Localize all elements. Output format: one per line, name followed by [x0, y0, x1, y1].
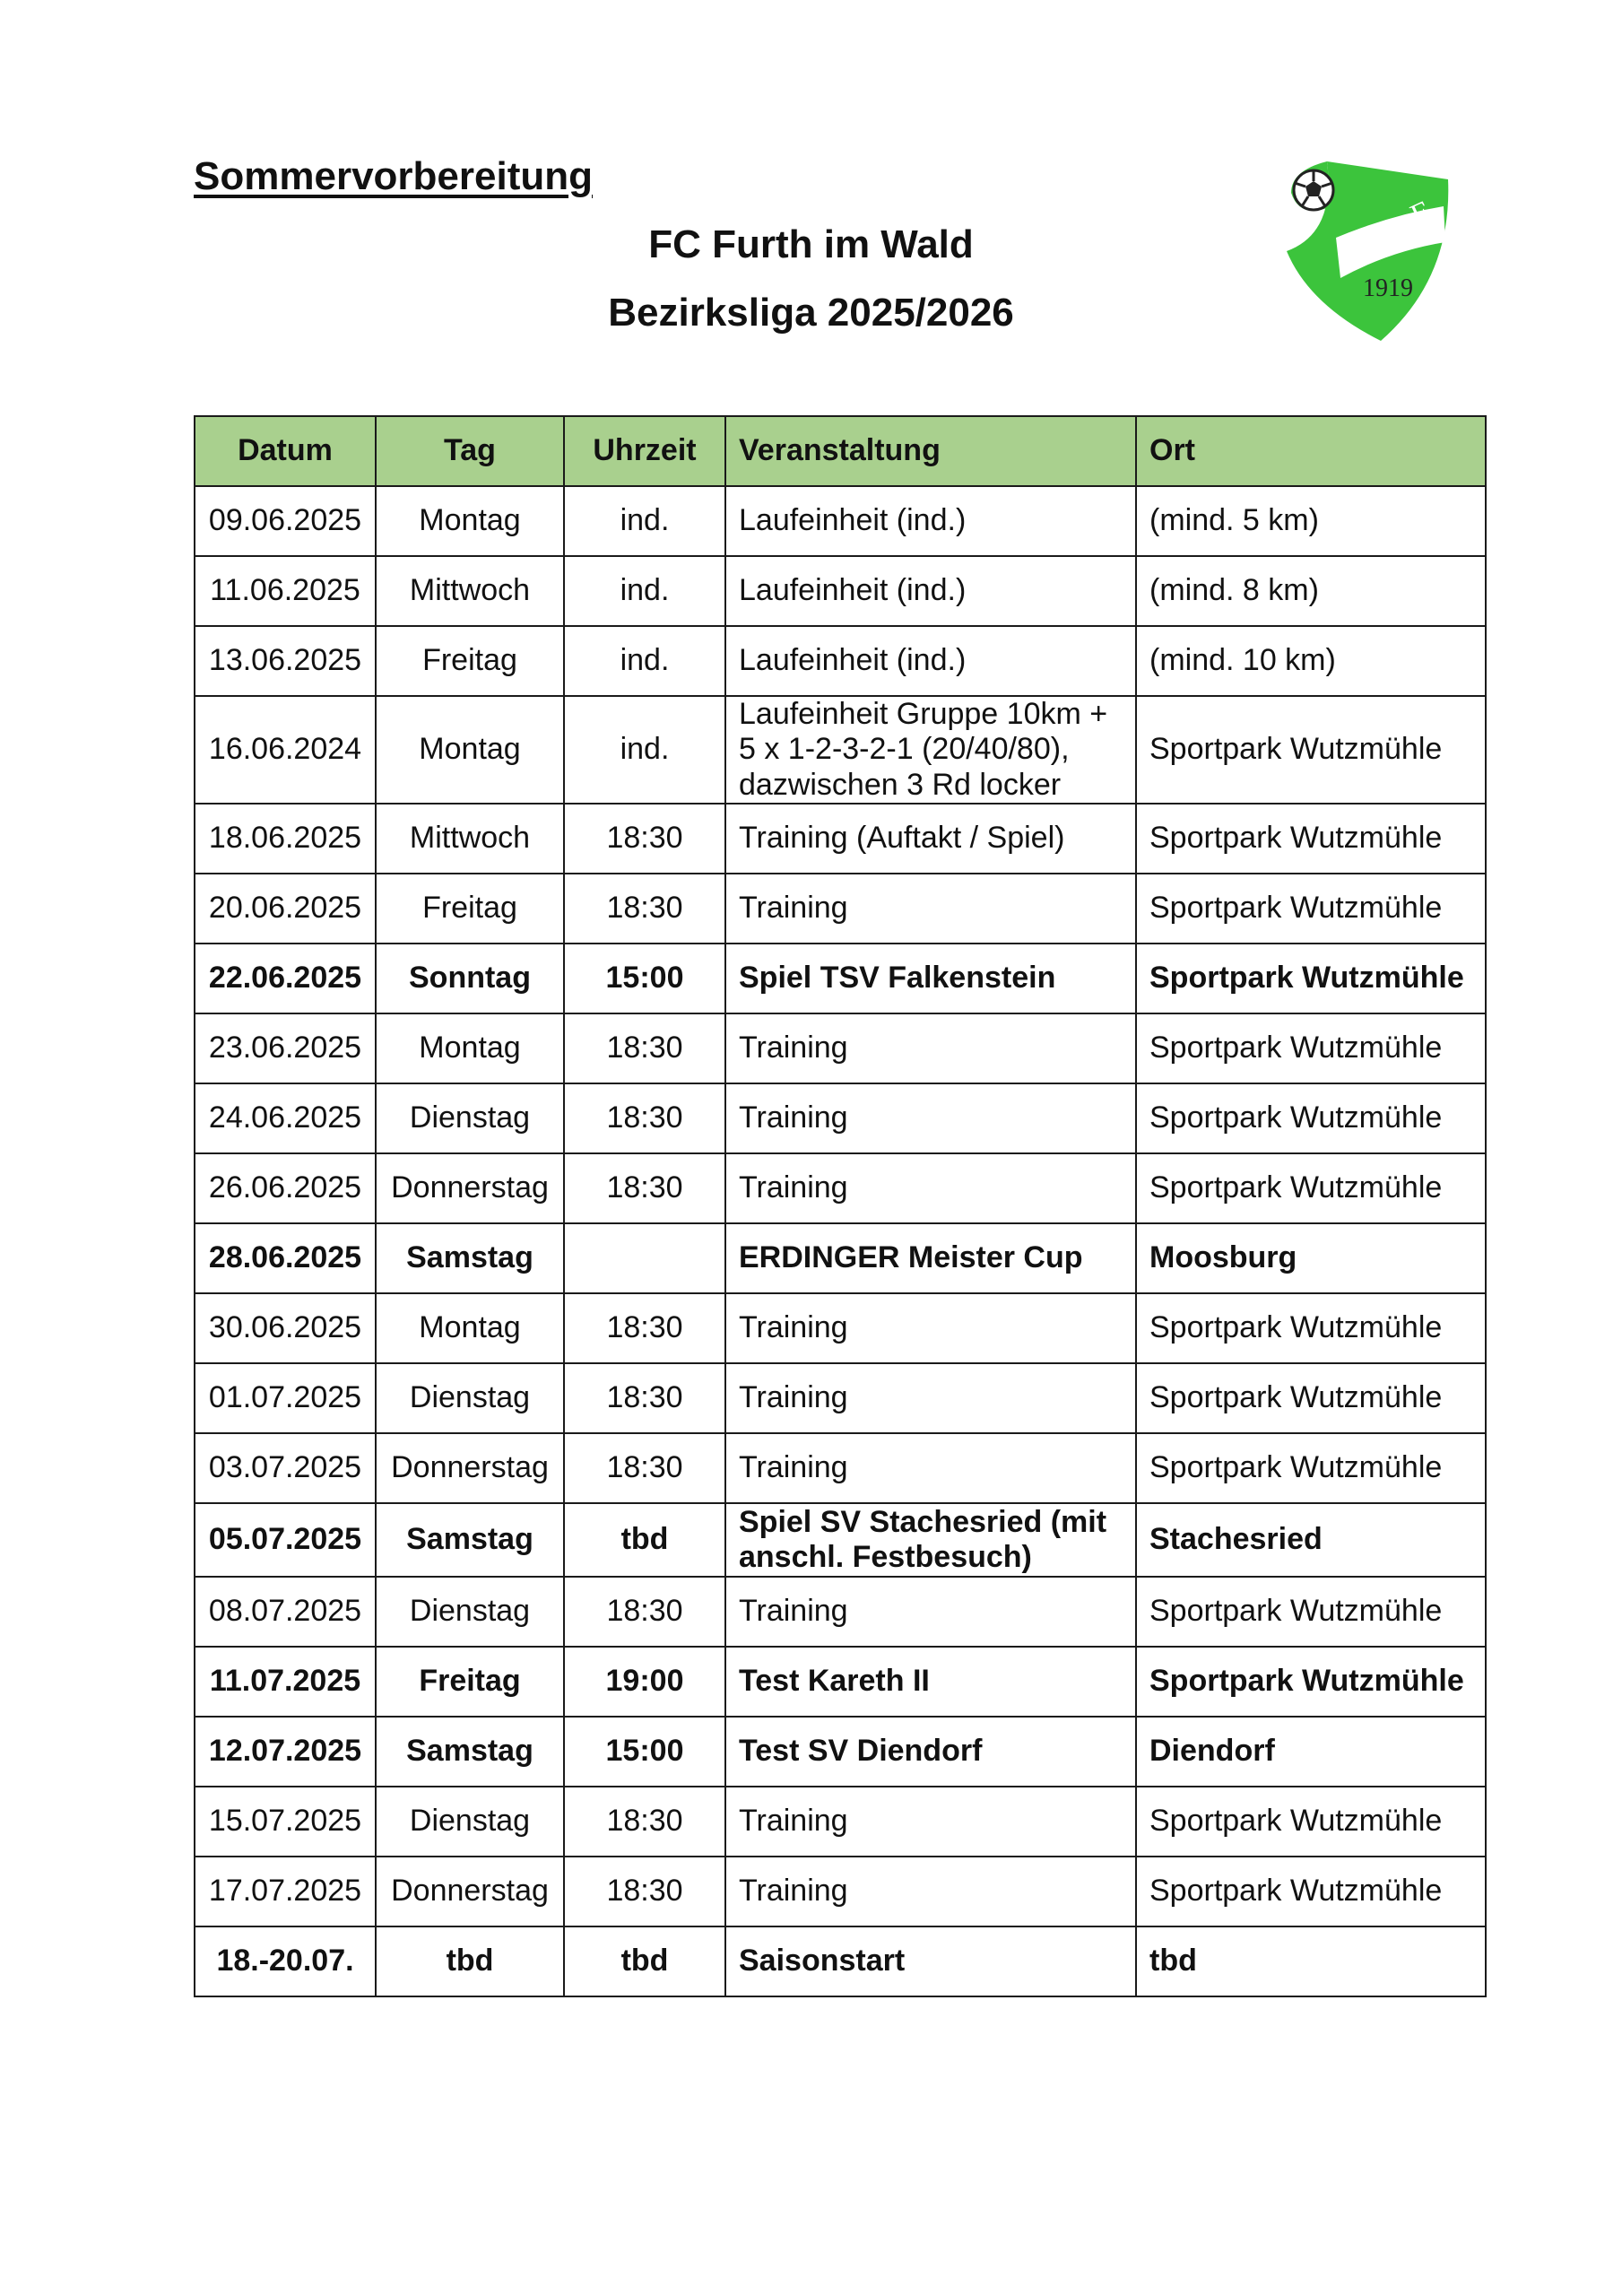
cell-veranstaltung: Laufeinheit (ind.): [725, 626, 1136, 696]
cell-uhrzeit: 18:30: [564, 1787, 725, 1857]
cell-datum: 16.06.2024: [195, 696, 376, 804]
cell-tag: Samstag: [376, 1717, 564, 1787]
cell-uhrzeit: 18:30: [564, 1363, 725, 1433]
cell-datum: 20.06.2025: [195, 874, 376, 944]
cell-uhrzeit: ind.: [564, 696, 725, 804]
cell-tag: Sonntag: [376, 944, 564, 1013]
cell-ort: Sportpark Wutzmühle: [1136, 1153, 1486, 1223]
cell-uhrzeit: 15:00: [564, 944, 725, 1013]
header-datum: Datum: [195, 416, 376, 486]
cell-tag: Samstag: [376, 1223, 564, 1293]
cell-datum: 01.07.2025: [195, 1363, 376, 1433]
cell-tag: Dienstag: [376, 1577, 564, 1647]
cell-ort: Sportpark Wutzmühle: [1136, 1293, 1486, 1363]
cell-veranstaltung: Training: [725, 1153, 1136, 1223]
cell-tag: Dienstag: [376, 1787, 564, 1857]
table-row: [195, 1083, 1486, 1153]
table-row: [195, 486, 1486, 556]
table-row: [195, 944, 1486, 1013]
header-tag: Tag: [376, 416, 564, 486]
cell-veranstaltung: Training: [725, 874, 1136, 944]
cell-veranstaltung: Spiel SV Stachesried (mit anschl. Festbesuch): [725, 1503, 1136, 1577]
cell-datum: 15.07.2025: [195, 1787, 376, 1857]
cell-veranstaltung: ERDINGER Meister Cup: [725, 1223, 1136, 1293]
cell-veranstaltung: Training: [725, 1433, 1136, 1503]
cell-tag: Donnerstag: [376, 1857, 564, 1926]
table-row: [195, 1363, 1486, 1433]
cell-tag: Mittwoch: [376, 804, 564, 874]
cell-ort: (mind. 10 km): [1136, 626, 1486, 696]
cell-datum: 18.-20.07.: [195, 1926, 376, 1996]
schedule-table: [194, 415, 1487, 1997]
cell-ort: Stachesried: [1136, 1503, 1486, 1577]
cell-veranstaltung: Training: [725, 1857, 1136, 1926]
cell-datum: 11.07.2025: [195, 1647, 376, 1717]
cell-ort: (mind. 5 km): [1136, 486, 1486, 556]
cell-tag: tbd: [376, 1926, 564, 1996]
cell-tag: Freitag: [376, 626, 564, 696]
header-ort: Ort: [1136, 416, 1486, 486]
cell-tag: Montag: [376, 1013, 564, 1083]
cell-veranstaltung: Laufeinheit (ind.): [725, 556, 1136, 626]
header-uhrzeit: Uhrzeit: [564, 416, 725, 486]
schedule-body: [195, 486, 1486, 1996]
cell-uhrzeit: 18:30: [564, 1293, 725, 1363]
club-logo: [1273, 152, 1462, 350]
cell-veranstaltung: Training: [725, 1083, 1136, 1153]
table-row: [195, 1717, 1486, 1787]
cell-tag: Montag: [376, 696, 564, 804]
cell-uhrzeit: ind.: [564, 486, 725, 556]
cell-datum: 18.06.2025: [195, 804, 376, 874]
table-row: [195, 1433, 1486, 1503]
table-row: [195, 1787, 1486, 1857]
page-subtitle: Sommervorbereitung: [194, 154, 593, 198]
cell-uhrzeit: 18:30: [564, 1153, 725, 1223]
cell-uhrzeit: ind.: [564, 556, 725, 626]
table-row: [195, 1857, 1486, 1926]
club-title: FC Furth im Wald: [648, 222, 974, 266]
cell-ort: Diendorf: [1136, 1717, 1486, 1787]
cell-veranstaltung: Test SV Diendorf: [725, 1717, 1136, 1787]
cell-veranstaltung: Training: [725, 1787, 1136, 1857]
cell-datum: 24.06.2025: [195, 1083, 376, 1153]
cell-tag: Freitag: [376, 1647, 564, 1717]
cell-ort: Sportpark Wutzmühle: [1136, 1647, 1486, 1717]
table-row: [195, 1577, 1486, 1647]
cell-datum: 03.07.2025: [195, 1433, 376, 1503]
cell-tag: Montag: [376, 1293, 564, 1363]
cell-tag: Freitag: [376, 874, 564, 944]
cell-ort: Sportpark Wutzmühle: [1136, 1577, 1486, 1647]
table-row: [195, 1223, 1486, 1293]
cell-uhrzeit: tbd: [564, 1503, 725, 1577]
cell-datum: 17.07.2025: [195, 1857, 376, 1926]
header-veranstaltung: Veranstaltung: [725, 416, 1136, 486]
table-row: [195, 626, 1486, 696]
table-header-row: [195, 416, 1486, 486]
cell-uhrzeit: ind.: [564, 626, 725, 696]
cell-ort: Sportpark Wutzmühle: [1136, 1433, 1486, 1503]
cell-uhrzeit: 19:00: [564, 1647, 725, 1717]
cell-veranstaltung: Saisonstart: [725, 1926, 1136, 1996]
league-title: Bezirksliga 2025/2026: [608, 291, 1014, 335]
cell-ort: Moosburg: [1136, 1223, 1486, 1293]
cell-ort: Sportpark Wutzmühle: [1136, 874, 1486, 944]
cell-tag: Mittwoch: [376, 556, 564, 626]
cell-tag: Dienstag: [376, 1083, 564, 1153]
table-row: [195, 1647, 1486, 1717]
cell-datum: 08.07.2025: [195, 1577, 376, 1647]
cell-ort: Sportpark Wutzmühle: [1136, 944, 1486, 1013]
cell-ort: Sportpark Wutzmühle: [1136, 696, 1486, 804]
cell-veranstaltung: Training: [725, 1577, 1136, 1647]
table-row: [195, 696, 1486, 804]
cell-ort: Sportpark Wutzmühle: [1136, 1083, 1486, 1153]
table-row: [195, 804, 1486, 874]
cell-veranstaltung: Training (Auftakt / Spiel): [725, 804, 1136, 874]
cell-datum: 11.06.2025: [195, 556, 376, 626]
cell-datum: 09.06.2025: [195, 486, 376, 556]
cell-datum: 05.07.2025: [195, 1503, 376, 1577]
cell-ort: (mind. 8 km): [1136, 556, 1486, 626]
cell-veranstaltung: Test Kareth II: [725, 1647, 1136, 1717]
cell-veranstaltung: Laufeinheit (ind.): [725, 486, 1136, 556]
cell-uhrzeit: 18:30: [564, 1013, 725, 1083]
soccer-ball-icon: [1294, 170, 1333, 210]
table-row: [195, 1926, 1486, 1996]
cell-ort: tbd: [1136, 1926, 1486, 1996]
cell-tag: Montag: [376, 486, 564, 556]
cell-ort: Sportpark Wutzmühle: [1136, 1363, 1486, 1433]
cell-ort: Sportpark Wutzmühle: [1136, 1013, 1486, 1083]
table-row: [195, 1013, 1486, 1083]
table-row: [195, 556, 1486, 626]
cell-uhrzeit: [564, 1223, 725, 1293]
table-row: [195, 1503, 1486, 1577]
table-row: [195, 874, 1486, 944]
cell-datum: 23.06.2025: [195, 1013, 376, 1083]
cell-uhrzeit: 18:30: [564, 1857, 725, 1926]
cell-veranstaltung: Spiel TSV Falkenstein: [725, 944, 1136, 1013]
table-row: [195, 1293, 1486, 1363]
cell-uhrzeit: 18:30: [564, 1433, 725, 1503]
table-row: [195, 1153, 1486, 1223]
logo-letter-f1: F: [1337, 238, 1371, 275]
cell-datum: 30.06.2025: [195, 1293, 376, 1363]
cell-uhrzeit: 18:30: [564, 1083, 725, 1153]
cell-tag: Samstag: [376, 1503, 564, 1577]
cell-datum: 22.06.2025: [195, 944, 376, 1013]
cell-datum: 12.07.2025: [195, 1717, 376, 1787]
cell-datum: 26.06.2025: [195, 1153, 376, 1223]
logo-letter-c: C: [1369, 213, 1404, 253]
cell-tag: Donnerstag: [376, 1433, 564, 1503]
cell-ort: Sportpark Wutzmühle: [1136, 804, 1486, 874]
cell-uhrzeit: 15:00: [564, 1717, 725, 1787]
cell-tag: Donnerstag: [376, 1153, 564, 1223]
cell-veranstaltung: Laufeinheit Gruppe 10km + 5 x 1-2-3-2-1 (20/40/80), dazwischen 3 Rd locker: [725, 696, 1136, 804]
cell-veranstaltung: Training: [725, 1293, 1136, 1363]
cell-veranstaltung: Training: [725, 1363, 1136, 1433]
cell-tag: Dienstag: [376, 1363, 564, 1433]
cell-ort: Sportpark Wutzmühle: [1136, 1787, 1486, 1857]
cell-uhrzeit: 18:30: [564, 874, 725, 944]
cell-ort: Sportpark Wutzmühle: [1136, 1857, 1486, 1926]
logo-year: 1919: [1363, 274, 1413, 302]
logo-letter-f2: F: [1405, 195, 1436, 233]
cell-datum: 13.06.2025: [195, 626, 376, 696]
cell-veranstaltung: Training: [725, 1013, 1136, 1083]
cell-uhrzeit: 18:30: [564, 804, 725, 874]
cell-uhrzeit: tbd: [564, 1926, 725, 1996]
cell-uhrzeit: 18:30: [564, 1577, 725, 1647]
cell-datum: 28.06.2025: [195, 1223, 376, 1293]
